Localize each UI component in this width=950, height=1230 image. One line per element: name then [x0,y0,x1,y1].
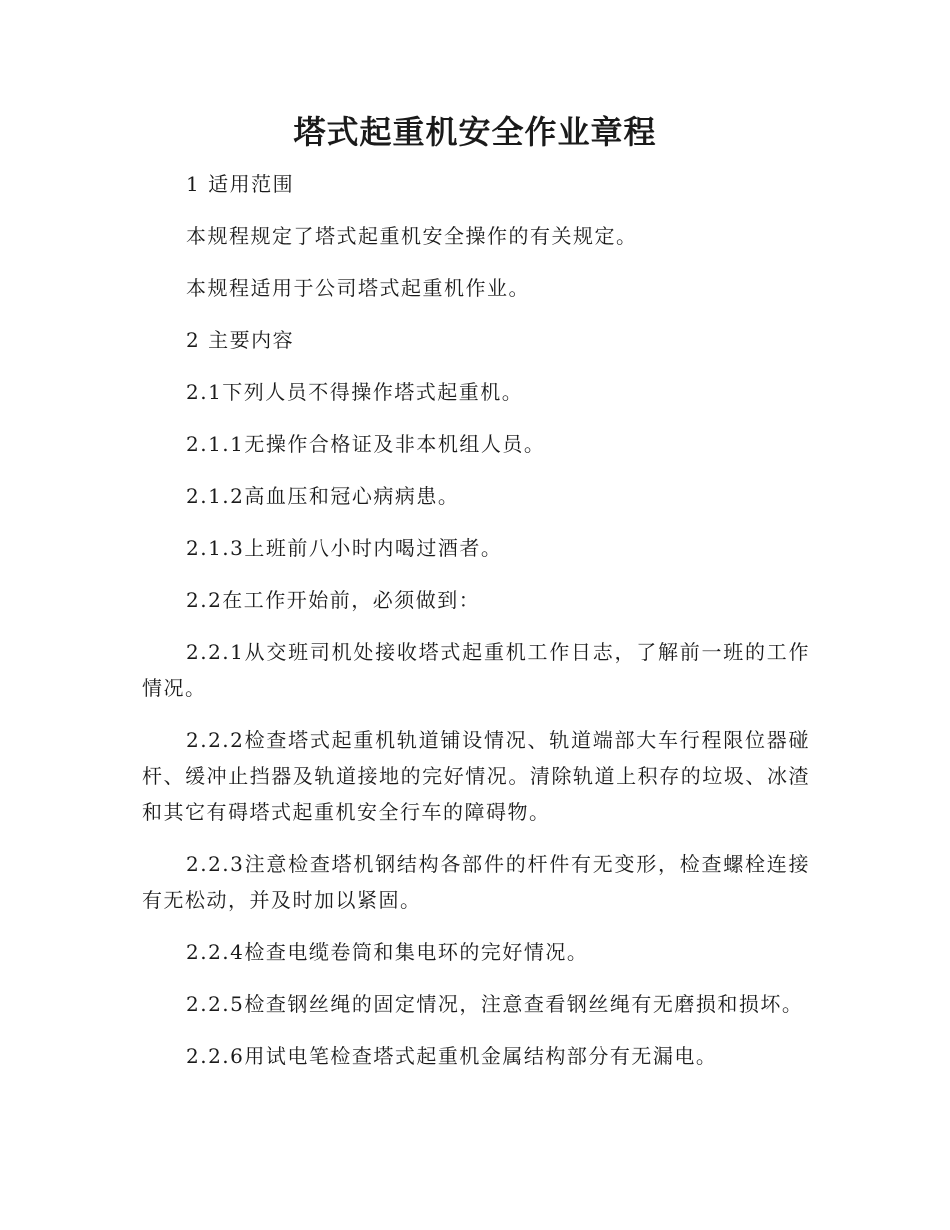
document-title: 塔式起重机安全作业章程 [293,113,657,151]
paragraph: 2.2.2检查塔式起重机轨道铺设情况、轨道端部大车行程限位器碰杆、缓冲止挡器及轨道接地的完好情况。清除轨道上积存的垃圾、冰渣和其它有碍塔式起重机安全行车的障碍物。 [142,728,810,824]
paragraph: 2.2.5检查钢丝绳的固定情况，注意查看钢丝绳有无磨损和损坏。 [186,992,804,1016]
paragraph: 本规程适用于公司塔式起重机作业。 [186,276,530,300]
paragraph: 2.2.6用试电笔检查塔式起重机金属结构部分有无漏电。 [186,1044,718,1068]
paragraph: 2.2在工作开始前，必须做到： [186,588,481,612]
paragraph: 2.1.2高血压和冠心病病患。 [186,484,460,508]
document-body [142,166,810,1090]
paragraph: 本规程规定了塔式起重机安全操作的有关规定。 [186,224,638,248]
paragraph: 2.2.3注意检查塔机钢结构各部件的杆件有无变形，检查螺栓连接有无松动，并及时加以紧固。 [142,852,810,912]
paragraph: 2.1.1无操作合格证及非本机组人员。 [186,432,546,456]
paragraph: 2.1下列人员不得操作塔式起重机。 [186,380,524,404]
paragraph: 2.1.3上班前八小时内喝过酒者。 [186,536,503,560]
section-heading-scope: 1 适用范围 [186,172,295,196]
paragraph: 2.2.4检查电缆卷筒和集电环的完好情况。 [186,940,589,964]
paragraph: 2.2.1从交班司机处接收塔式起重机工作日志，了解前一班的工作情况。 [142,640,810,700]
section-heading-main-content: 2 主要内容 [186,328,295,352]
